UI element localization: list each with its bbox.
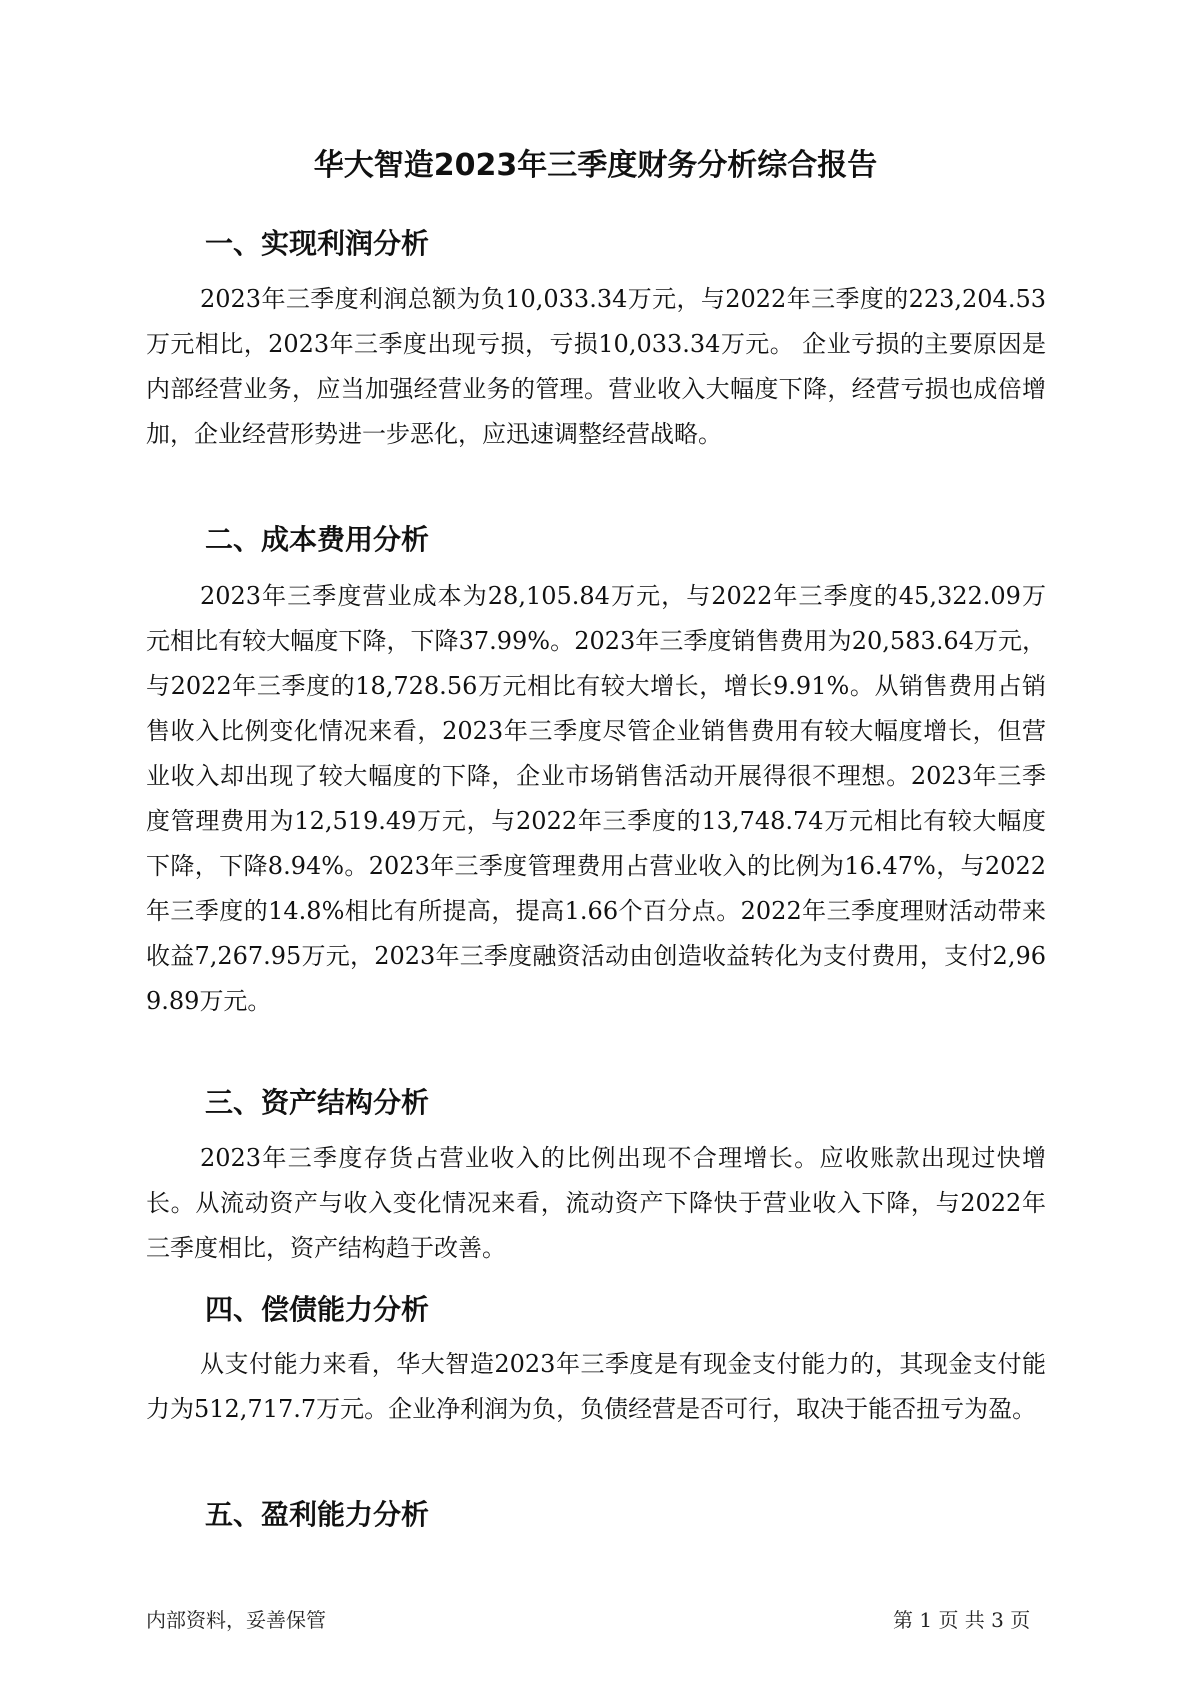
section-heading-asset-structure: 三、资产结构分析 [205, 1086, 430, 1119]
section-body-cost: 2023年三季度营业成本为28,105.84万元，与2022年三季度的45,322.09万元相比有较大幅度下降，下降37.99%。2023年三季度销售费用为20,583.64万元，与2022年三季度的18,728.56万元相比有较大增长，增长9.91%。从销售费用占销售收入比例变化情况来看，2023年三季度尽管企业销售费用有较大幅度增长，但营业收入却出现了较大幅度的下降，企业市场销售活动开展得很不理想。2023年三季度管理费用为12,519.49万元，与2022年三季度的13,748.74万元相比有较大幅度下降，下降8.94%。2023年三季度管理费用占营业收入的比例为16.47%，与2022年三季度的14.8%相比有所提高，提高1.66个百分点。2022年三季度理财活动带来收益7,267.95万元，2023年三季度融资活动由创造收益转化为支付费用，支付2,969.89万元。 [146, 582, 1046, 1015]
document-title: 华大智造2023年三季度财务分析综合报告 [313, 148, 878, 183]
section-body-solvency: 从支付能力来看，华大智造2023年三季度是有现金支付能力的，其现金支付能力为512,717.7万元。企业净利润为负，负债经营是否可行，取决于能否扭亏为盈。 [146, 1350, 1046, 1423]
section-heading-profit: 一、实现利润分析 [205, 227, 430, 260]
footer-confidential-note: 内部资料，妥善保管 [146, 1608, 326, 1632]
section-heading-profitability: 五、盈利能力分析 [205, 1498, 430, 1531]
section-heading-solvency: 四、偿债能力分析 [205, 1293, 430, 1326]
section-body-profit: 2023年三季度利润总额为负10,033.34万元，与2022年三季度的223,204.53万元相比，2023年三季度出现亏损，亏损10,033.34万元。 企业亏损的主要原因是内部经营业务，应当加强经营业务的管理。营业收入大幅度下降，经营亏损也成倍增加，企业经营形势进一步恶化，应迅速调整经营战略。 [146, 285, 1046, 448]
section-heading-cost: 二、成本费用分析 [205, 523, 430, 556]
section-body-asset-structure: 2023年三季度存货占营业收入的比例出现不合理增长。应收账款出现过快增长。从流动资产与收入变化情况来看，流动资产下降快于营业收入下降，与2022年三季度相比，资产结构趋于改善。 [146, 1144, 1046, 1262]
footer-page-number: 第 1 页 共 3 页 [893, 1608, 1031, 1632]
